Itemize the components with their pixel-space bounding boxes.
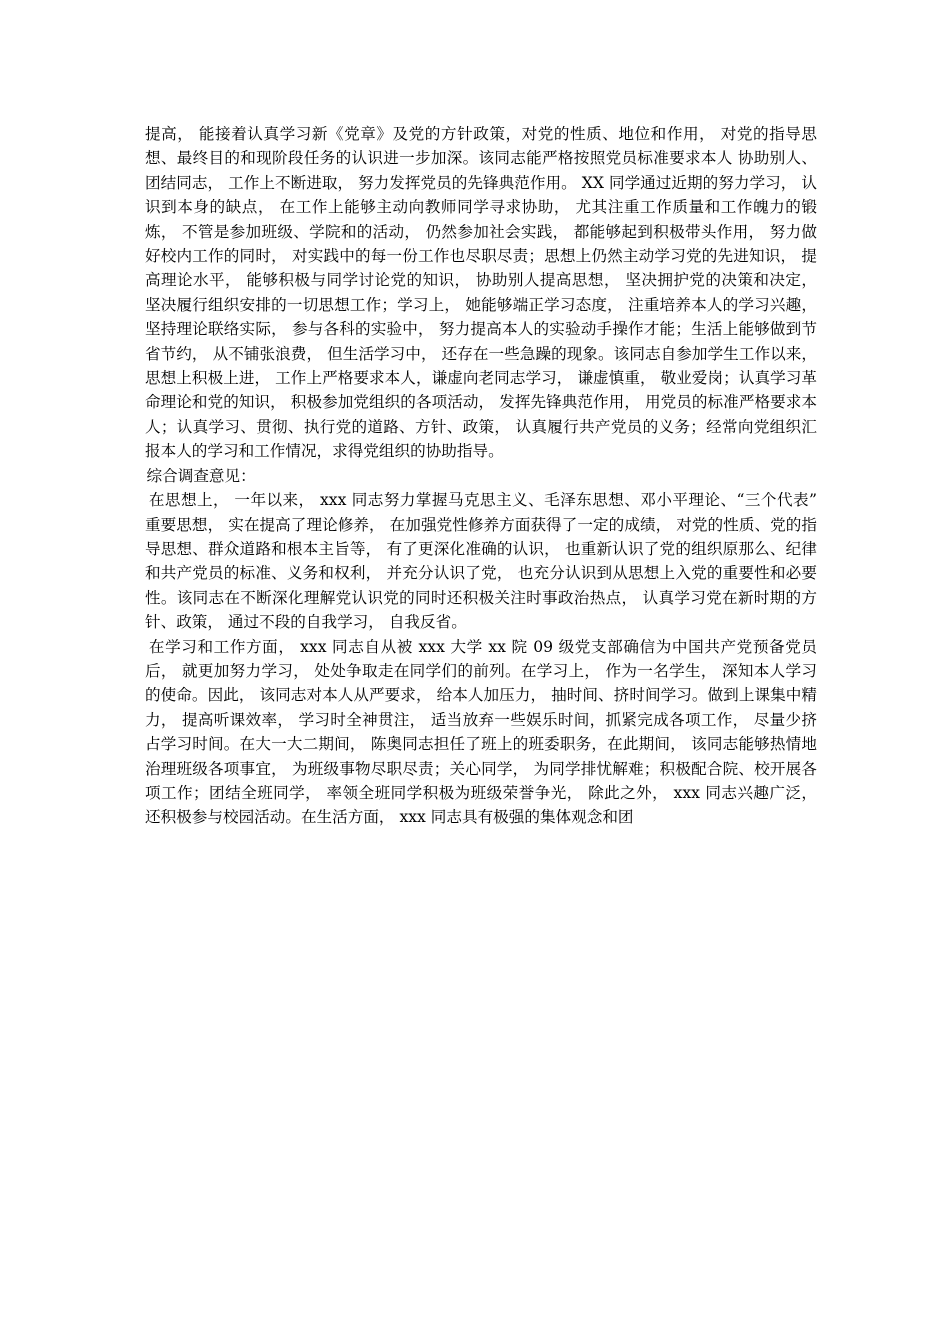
body-paragraph-1: 提高， 能接着认真学习新《党章》及党的方针政策，对党的性质、地位和作用， 对党的指导思想、最终目的和现阶段任务的认识进一步加深。该同志能严格按照党员标准要求本人 协助别人、团结同志， 工作上不断进取， 努力发挥党员的先锋典范作用。 XX 同学通过近期的努力学习， 认识到本身的缺点， 在工作上能够主动向教师同学寻求协助， 尤其注重工作质量和工作魄力的锻炼， 不管是参加班级、学院和的活动， 仍然参加社会实践， 都能够起到积极带头作用， 努力做好校内工作的同时， 对实践中的每一份工作也尽职尽责；思想上仍然主动学习党的先进知识， 提高理论水平， 能够积极与同学讨论党的知识， 协助别人提高思想， 坚决拥护党的决策和决定， 坚决履行组织安排的一切思想工作；学习上， 她能够端正学习态度， 注重培养本人的学习兴趣， 坚持理论联络实际， 参与各科的实验中， 努力提高本人的实验动手操作才能；生活上能够做到节省节约， 从不铺张浪费， 但生活学习中， 还存在一些急躁的现象。该同志自参加学生工作以来， 思想上积极上进， 工作上严格要求本人，谦虚向老同志学习， 谦虚慎重， 敬业爱岗；认真学习革命理论和党的知识， 积极参加党组织的各项活动， 发挥先锋典范作用， 用党员的标准严格要求本人；认真学习、贯彻、执行党的道路、方针、政策， 认真履行共产党员的义务；经常向党组织汇报本人的学习和工作情况，求得党组织的协助指导。 <box>145 125 817 461</box>
document-page <box>145 122 817 830</box>
body-paragraph-3: 在学习和工作方面， xxx 同志自从被 xxx 大学 xx 院 09 级党支部确信为中国共产党预备党员后， 就更加努力学习， 处处争取走在同学们的前列。在学习上， 作为一名学生， 深知本人学习的使命。因此， 该同志对本人从严要求， 给本人加压力， 抽时间、挤时间学习。做到上课集中精力， 提高听课效率， 学习时全神贯注， 适当放弃一些娱乐时间，抓紧完成各项工作， 尽量少挤占学习时间。在大一大二期间， 陈奥同志担任了班上的班委职务，在此期间， 该同志能够热情地治理班级各项事宜， 为班级事物尽职尽责；关心同学， 为同学排忧解难；积极配合院、校开展各项工作；团结全班同学， 率领全班同学积极为班级荣誉争光， 除此之外， xxx 同志兴趣广泛， 还积极参与校园活动。在生活方面， xxx 同志具有极强的集体观念和团 <box>145 637 817 827</box>
section-heading-survey: 综合调查意见： <box>146 466 256 485</box>
body-paragraph-2: 在思想上， 一年以来， xxx 同志努力掌握马克思主义、毛泽东思想、邓小平理论、“三个代表” 重要思想， 实在提高了理论修养， 在加强党性修养方面获得了一定的成绩， 对党的性质、党的指导思想、群众道路和根本主旨等， 有了更深化准确的认识， 也重新认识了党的组织原那么、纪律和共产党员的标准、义务和权利， 并充分认识了党， 也充分认识到从思想上入党的重要性和必要性。该同志在不断深化理解党认识党的同时还积极关注时事政治热点， 认真学习党在新时期的方针、政策， 通过不段的自我学习， 自我反省。 <box>145 491 817 632</box>
